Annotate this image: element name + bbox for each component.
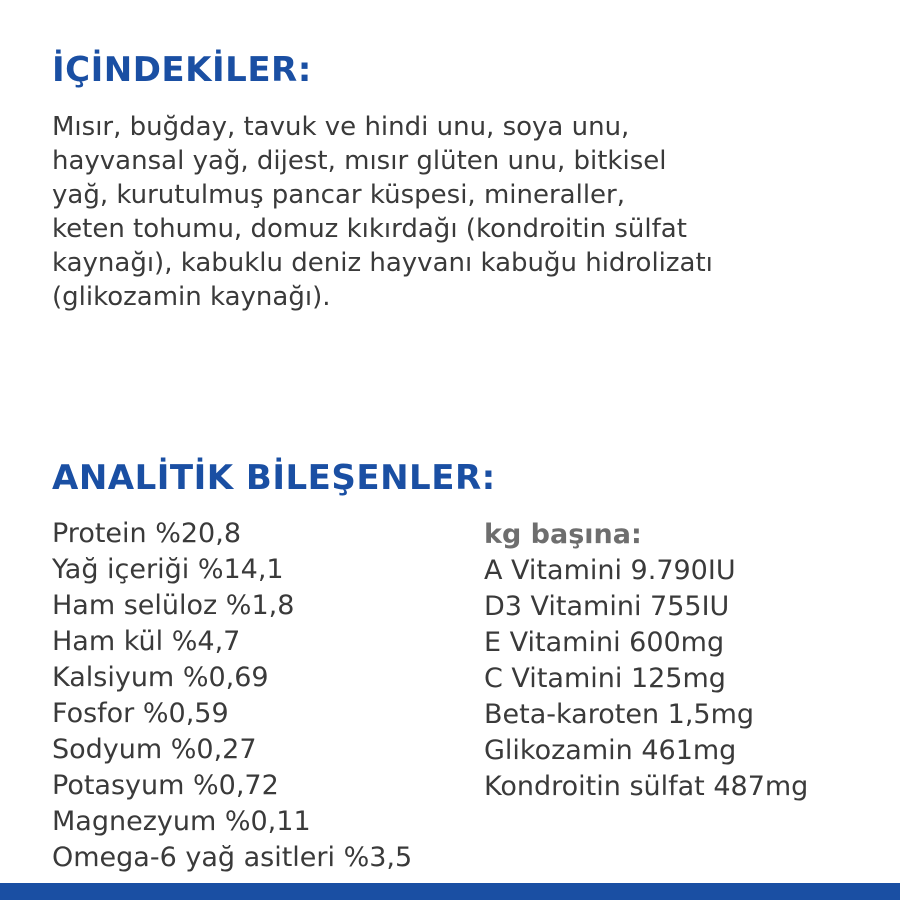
additive-item: A Vitamini 9.790IU xyxy=(484,555,736,586)
ingredients-line: kaynağı), kabuklu deniz hayvanı kabuğu hidrolizatı xyxy=(52,248,713,278)
constituent-item: Magnezyum %0,11 xyxy=(52,806,311,837)
bottom-brand-bar xyxy=(0,883,900,900)
constituent-item: Sodyum %0,27 xyxy=(52,734,257,765)
constituent-item: Kalsiyum %0,69 xyxy=(52,662,269,693)
additive-item: Kondroitin sülfat 487mg xyxy=(484,771,809,802)
constituent-item: Protein %20,8 xyxy=(52,518,241,549)
additive-item: Beta-karoten 1,5mg xyxy=(484,699,755,730)
additive-item: C Vitamini 125mg xyxy=(484,663,726,694)
analytical-constituents-heading: ANALİTİK BİLEŞENLER: xyxy=(52,458,496,498)
constituent-item: Omega-6 yağ asitleri %3,5 xyxy=(52,842,413,873)
additive-item: D3 Vitamini 755IU xyxy=(484,591,730,622)
additive-item: Glikozamin 461mg xyxy=(484,735,737,766)
constituent-item: Fosfor %0,59 xyxy=(52,698,229,729)
constituent-item: Yağ içeriği %14,1 xyxy=(52,554,284,585)
additive-item: E Vitamini 600mg xyxy=(484,627,725,658)
constituent-item: Ham kül %4,7 xyxy=(52,626,241,657)
ingredients-line: keten tohumu, domuz kıkırdağı (kondroitin sülfat xyxy=(52,214,687,244)
per-kg-subheading: kg başına: xyxy=(484,519,642,550)
analytical-constituents-list xyxy=(52,516,412,876)
ingredients-line: (glikozamin kaynağı). xyxy=(52,282,331,312)
ingredients-text xyxy=(52,110,862,314)
constituent-item: Potasyum %0,72 xyxy=(52,770,279,801)
ingredients-line: Mısır, buğday, tavuk ve hindi unu, soya unu, xyxy=(52,112,630,142)
per-kg-additives-list xyxy=(484,517,808,805)
constituent-item: Ham selüloz %1,8 xyxy=(52,590,295,621)
ingredients-line: yağ, kurutulmuş pancar küspesi, mineraller, xyxy=(52,180,625,210)
ingredients-line: hayvansal yağ, dijest, mısır glüten unu, bitkisel xyxy=(52,146,667,176)
ingredients-heading: İÇİNDEKİLER: xyxy=(52,50,312,90)
